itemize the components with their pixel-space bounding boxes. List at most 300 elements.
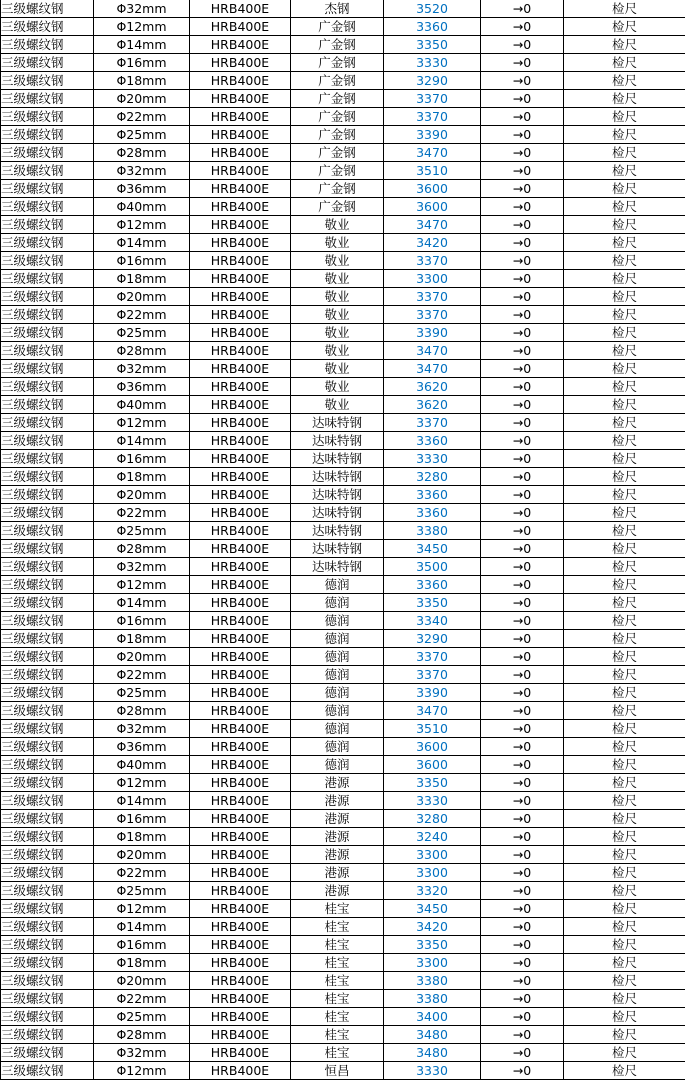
product-name-cell: 三级螺纹钢 (1, 846, 94, 864)
price-change-cell: →0 (481, 378, 564, 396)
price-cell: 3510 (384, 720, 481, 738)
product-name-cell: 三级螺纹钢 (1, 774, 94, 792)
grade-cell: HRB400E (190, 612, 291, 630)
note-cell: 检尺 (564, 198, 685, 216)
table-row (1, 882, 685, 900)
note-cell: 检尺 (564, 342, 685, 360)
grade-cell: HRB400E (190, 270, 291, 288)
note-cell: 检尺 (564, 684, 685, 702)
note-cell: 检尺 (564, 180, 685, 198)
grade-cell: HRB400E (190, 864, 291, 882)
spec-cell: Φ40mm (94, 396, 190, 414)
spec-cell: Φ22mm (94, 504, 190, 522)
product-name-cell: 三级螺纹钢 (1, 0, 94, 18)
price-cell: 3300 (384, 270, 481, 288)
product-name-cell: 三级螺纹钢 (1, 522, 94, 540)
table-row (1, 522, 685, 540)
price-change-cell: →0 (481, 576, 564, 594)
table-row (1, 180, 685, 198)
product-name-cell: 三级螺纹钢 (1, 486, 94, 504)
table-row (1, 612, 685, 630)
mill-cell: 敬业 (291, 396, 384, 414)
spec-cell: Φ25mm (94, 522, 190, 540)
price-change-cell: →0 (481, 144, 564, 162)
spec-cell: Φ12mm (94, 18, 190, 36)
note-cell: 检尺 (564, 882, 685, 900)
note-cell: 检尺 (564, 234, 685, 252)
grade-cell: HRB400E (190, 72, 291, 90)
table-row (1, 774, 685, 792)
note-cell: 检尺 (564, 1044, 685, 1062)
product-name-cell: 三级螺纹钢 (1, 468, 94, 486)
mill-cell: 德润 (291, 738, 384, 756)
mill-cell: 广金钢 (291, 144, 384, 162)
grade-cell: HRB400E (190, 378, 291, 396)
note-cell: 检尺 (564, 414, 685, 432)
table-row (1, 342, 685, 360)
price-change-cell: →0 (481, 1026, 564, 1044)
price-change-cell: →0 (481, 126, 564, 144)
price-change-cell: →0 (481, 828, 564, 846)
mill-cell: 广金钢 (291, 90, 384, 108)
spec-cell: Φ20mm (94, 648, 190, 666)
price-cell: 3520 (384, 0, 481, 18)
product-name-cell: 三级螺纹钢 (1, 18, 94, 36)
note-cell: 检尺 (564, 522, 685, 540)
note-cell: 检尺 (564, 918, 685, 936)
mill-cell: 广金钢 (291, 198, 384, 216)
price-cell: 3330 (384, 54, 481, 72)
note-cell: 检尺 (564, 432, 685, 450)
mill-cell: 敬业 (291, 360, 384, 378)
grade-cell: HRB400E (190, 540, 291, 558)
grade-cell: HRB400E (190, 558, 291, 576)
mill-cell: 桂宝 (291, 1008, 384, 1026)
grade-cell: HRB400E (190, 792, 291, 810)
price-change-cell: →0 (481, 738, 564, 756)
spec-cell: Φ14mm (94, 594, 190, 612)
table-row (1, 90, 685, 108)
price-cell: 3370 (384, 108, 481, 126)
product-name-cell: 三级螺纹钢 (1, 306, 94, 324)
spec-cell: Φ28mm (94, 342, 190, 360)
mill-cell: 达味特钢 (291, 522, 384, 540)
grade-cell: HRB400E (190, 576, 291, 594)
note-cell: 检尺 (564, 666, 685, 684)
table-row (1, 108, 685, 126)
mill-cell: 达味特钢 (291, 432, 384, 450)
product-name-cell: 三级螺纹钢 (1, 702, 94, 720)
price-cell: 3370 (384, 666, 481, 684)
price-cell: 3330 (384, 1062, 481, 1080)
table-row (1, 468, 685, 486)
spec-cell: Φ14mm (94, 432, 190, 450)
grade-cell: HRB400E (190, 1044, 291, 1062)
table-row (1, 324, 685, 342)
product-name-cell: 三级螺纹钢 (1, 576, 94, 594)
table-row (1, 1008, 685, 1026)
price-cell: 3470 (384, 360, 481, 378)
product-name-cell: 三级螺纹钢 (1, 1026, 94, 1044)
note-cell: 检尺 (564, 612, 685, 630)
mill-cell: 杰钢 (291, 0, 384, 18)
price-cell: 3470 (384, 702, 481, 720)
grade-cell: HRB400E (190, 306, 291, 324)
table-row (1, 270, 685, 288)
product-name-cell: 三级螺纹钢 (1, 954, 94, 972)
grade-cell: HRB400E (190, 18, 291, 36)
price-change-cell: →0 (481, 306, 564, 324)
price-cell: 3290 (384, 630, 481, 648)
price-cell: 3240 (384, 828, 481, 846)
note-cell: 检尺 (564, 72, 685, 90)
spec-cell: Φ32mm (94, 558, 190, 576)
spec-cell: Φ16mm (94, 936, 190, 954)
grade-cell: HRB400E (190, 630, 291, 648)
note-cell: 检尺 (564, 540, 685, 558)
spec-cell: Φ18mm (94, 828, 190, 846)
spec-cell: Φ20mm (94, 90, 190, 108)
product-name-cell: 三级螺纹钢 (1, 1008, 94, 1026)
grade-cell: HRB400E (190, 54, 291, 72)
product-name-cell: 三级螺纹钢 (1, 594, 94, 612)
product-name-cell: 三级螺纹钢 (1, 792, 94, 810)
price-change-cell: →0 (481, 342, 564, 360)
price-change-cell: →0 (481, 0, 564, 18)
price-cell: 3450 (384, 540, 481, 558)
price-cell: 3360 (384, 486, 481, 504)
table-row (1, 828, 685, 846)
product-name-cell: 三级螺纹钢 (1, 216, 94, 234)
note-cell: 检尺 (564, 306, 685, 324)
note-cell: 检尺 (564, 972, 685, 990)
mill-cell: 德润 (291, 756, 384, 774)
table-row (1, 414, 685, 432)
price-change-cell: →0 (481, 1044, 564, 1062)
price-change-cell: →0 (481, 666, 564, 684)
price-cell: 3480 (384, 1026, 481, 1044)
mill-cell: 恒昌 (291, 1062, 384, 1080)
product-name-cell: 三级螺纹钢 (1, 414, 94, 432)
price-change-cell: →0 (481, 846, 564, 864)
price-cell: 3390 (384, 684, 481, 702)
product-name-cell: 三级螺纹钢 (1, 396, 94, 414)
mill-cell: 桂宝 (291, 972, 384, 990)
note-cell: 检尺 (564, 756, 685, 774)
spec-cell: Φ14mm (94, 792, 190, 810)
table-row (1, 990, 685, 1008)
spec-cell: Φ14mm (94, 234, 190, 252)
price-cell: 3600 (384, 756, 481, 774)
price-change-cell: →0 (481, 756, 564, 774)
table-row (1, 702, 685, 720)
grade-cell: HRB400E (190, 468, 291, 486)
mill-cell: 广金钢 (291, 108, 384, 126)
spec-cell: Φ18mm (94, 630, 190, 648)
product-name-cell: 三级螺纹钢 (1, 288, 94, 306)
mill-cell: 广金钢 (291, 162, 384, 180)
grade-cell: HRB400E (190, 846, 291, 864)
mill-cell: 敬业 (291, 216, 384, 234)
price-cell: 3370 (384, 648, 481, 666)
note-cell: 检尺 (564, 936, 685, 954)
note-cell: 检尺 (564, 360, 685, 378)
table-row (1, 900, 685, 918)
spec-cell: Φ12mm (94, 414, 190, 432)
table-row (1, 306, 685, 324)
grade-cell: HRB400E (190, 432, 291, 450)
note-cell: 检尺 (564, 846, 685, 864)
price-cell: 3360 (384, 432, 481, 450)
price-cell: 3470 (384, 144, 481, 162)
product-name-cell: 三级螺纹钢 (1, 684, 94, 702)
product-name-cell: 三级螺纹钢 (1, 504, 94, 522)
product-name-cell: 三级螺纹钢 (1, 180, 94, 198)
table-row (1, 954, 685, 972)
product-name-cell: 三级螺纹钢 (1, 378, 94, 396)
note-cell: 检尺 (564, 810, 685, 828)
price-change-cell: →0 (481, 432, 564, 450)
price-change-cell: →0 (481, 108, 564, 126)
price-cell: 3290 (384, 72, 481, 90)
spec-cell: Φ28mm (94, 540, 190, 558)
price-cell: 3370 (384, 288, 481, 306)
spec-cell: Φ20mm (94, 288, 190, 306)
product-name-cell: 三级螺纹钢 (1, 612, 94, 630)
price-cell: 3470 (384, 342, 481, 360)
grade-cell: HRB400E (190, 990, 291, 1008)
spec-cell: Φ18mm (94, 72, 190, 90)
price-cell: 3500 (384, 558, 481, 576)
mill-cell: 桂宝 (291, 954, 384, 972)
mill-cell: 广金钢 (291, 54, 384, 72)
price-cell: 3350 (384, 594, 481, 612)
price-change-cell: →0 (481, 900, 564, 918)
mill-cell: 广金钢 (291, 126, 384, 144)
product-name-cell: 三级螺纹钢 (1, 108, 94, 126)
price-change-cell: →0 (481, 414, 564, 432)
spec-cell: Φ32mm (94, 0, 190, 18)
product-name-cell: 三级螺纹钢 (1, 198, 94, 216)
spec-cell: Φ40mm (94, 198, 190, 216)
note-cell: 检尺 (564, 396, 685, 414)
note-cell: 检尺 (564, 900, 685, 918)
table-row (1, 810, 685, 828)
table-row (1, 594, 685, 612)
table-body (1, 0, 685, 1080)
price-cell: 3450 (384, 900, 481, 918)
grade-cell: HRB400E (190, 882, 291, 900)
price-cell: 3330 (384, 792, 481, 810)
price-change-cell: →0 (481, 558, 564, 576)
grade-cell: HRB400E (190, 936, 291, 954)
spec-cell: Φ25mm (94, 882, 190, 900)
price-cell: 3370 (384, 90, 481, 108)
price-cell: 3360 (384, 18, 481, 36)
price-change-cell: →0 (481, 216, 564, 234)
mill-cell: 敬业 (291, 270, 384, 288)
grade-cell: HRB400E (190, 360, 291, 378)
price-change-cell: →0 (481, 198, 564, 216)
note-cell: 检尺 (564, 504, 685, 522)
spec-cell: Φ22mm (94, 990, 190, 1008)
price-cell: 3360 (384, 504, 481, 522)
price-cell: 3420 (384, 234, 481, 252)
price-cell: 3600 (384, 198, 481, 216)
product-name-cell: 三级螺纹钢 (1, 432, 94, 450)
product-name-cell: 三级螺纹钢 (1, 972, 94, 990)
price-change-cell: →0 (481, 522, 564, 540)
spec-cell: Φ18mm (94, 270, 190, 288)
table-row (1, 0, 685, 18)
spec-cell: Φ20mm (94, 972, 190, 990)
product-name-cell: 三级螺纹钢 (1, 126, 94, 144)
price-change-cell: →0 (481, 918, 564, 936)
price-change-cell: →0 (481, 972, 564, 990)
price-change-cell: →0 (481, 18, 564, 36)
note-cell: 检尺 (564, 486, 685, 504)
price-change-cell: →0 (481, 648, 564, 666)
note-cell: 检尺 (564, 630, 685, 648)
note-cell: 检尺 (564, 990, 685, 1008)
price-change-cell: →0 (481, 486, 564, 504)
grade-cell: HRB400E (190, 774, 291, 792)
mill-cell: 敬业 (291, 306, 384, 324)
table-row (1, 540, 685, 558)
mill-cell: 港源 (291, 828, 384, 846)
note-cell: 检尺 (564, 288, 685, 306)
mill-cell: 达味特钢 (291, 558, 384, 576)
note-cell: 检尺 (564, 702, 685, 720)
mill-cell: 广金钢 (291, 72, 384, 90)
mill-cell: 港源 (291, 846, 384, 864)
mill-cell: 广金钢 (291, 180, 384, 198)
price-cell: 3510 (384, 162, 481, 180)
spec-cell: Φ20mm (94, 846, 190, 864)
table-row (1, 162, 685, 180)
table-row (1, 576, 685, 594)
mill-cell: 广金钢 (291, 18, 384, 36)
spec-cell: Φ12mm (94, 774, 190, 792)
price-change-cell: →0 (481, 630, 564, 648)
spec-cell: Φ28mm (94, 1026, 190, 1044)
price-change-cell: →0 (481, 234, 564, 252)
note-cell: 检尺 (564, 864, 685, 882)
note-cell: 检尺 (564, 828, 685, 846)
spec-cell: Φ12mm (94, 576, 190, 594)
spec-cell: Φ22mm (94, 666, 190, 684)
spec-cell: Φ22mm (94, 864, 190, 882)
grade-cell: HRB400E (190, 162, 291, 180)
spec-cell: Φ16mm (94, 54, 190, 72)
price-change-cell: →0 (481, 360, 564, 378)
grade-cell: HRB400E (190, 594, 291, 612)
table-row (1, 846, 685, 864)
mill-cell: 达味特钢 (291, 450, 384, 468)
grade-cell: HRB400E (190, 486, 291, 504)
note-cell: 检尺 (564, 144, 685, 162)
note-cell: 检尺 (564, 1008, 685, 1026)
price-cell: 3370 (384, 306, 481, 324)
grade-cell: HRB400E (190, 234, 291, 252)
table-row (1, 432, 685, 450)
product-name-cell: 三级螺纹钢 (1, 864, 94, 882)
spec-cell: Φ36mm (94, 738, 190, 756)
table-row (1, 396, 685, 414)
grade-cell: HRB400E (190, 342, 291, 360)
spec-cell: Φ25mm (94, 684, 190, 702)
spec-cell: Φ14mm (94, 36, 190, 54)
mill-cell: 敬业 (291, 234, 384, 252)
mill-cell: 敬业 (291, 378, 384, 396)
table-row (1, 666, 685, 684)
note-cell: 检尺 (564, 576, 685, 594)
note-cell: 检尺 (564, 774, 685, 792)
table-row (1, 864, 685, 882)
note-cell: 检尺 (564, 1062, 685, 1080)
price-cell: 3380 (384, 990, 481, 1008)
grade-cell: HRB400E (190, 216, 291, 234)
grade-cell: HRB400E (190, 684, 291, 702)
product-name-cell: 三级螺纹钢 (1, 1044, 94, 1062)
spec-cell: Φ16mm (94, 612, 190, 630)
price-change-cell: →0 (481, 72, 564, 90)
table-row (1, 936, 685, 954)
grade-cell: HRB400E (190, 180, 291, 198)
mill-cell: 敬业 (291, 288, 384, 306)
note-cell: 检尺 (564, 252, 685, 270)
spec-cell: Φ22mm (94, 108, 190, 126)
grade-cell: HRB400E (190, 144, 291, 162)
product-name-cell: 三级螺纹钢 (1, 144, 94, 162)
product-name-cell: 三级螺纹钢 (1, 828, 94, 846)
price-change-cell: →0 (481, 774, 564, 792)
price-change-cell: →0 (481, 36, 564, 54)
price-change-cell: →0 (481, 450, 564, 468)
price-cell: 3370 (384, 414, 481, 432)
price-change-cell: →0 (481, 504, 564, 522)
grade-cell: HRB400E (190, 414, 291, 432)
price-cell: 3300 (384, 864, 481, 882)
table-row (1, 1044, 685, 1062)
grade-cell: HRB400E (190, 252, 291, 270)
spec-cell: Φ32mm (94, 1044, 190, 1062)
table-row (1, 684, 685, 702)
price-change-cell: →0 (481, 990, 564, 1008)
grade-cell: HRB400E (190, 504, 291, 522)
grade-cell: HRB400E (190, 666, 291, 684)
price-cell: 3350 (384, 936, 481, 954)
grade-cell: HRB400E (190, 648, 291, 666)
product-name-cell: 三级螺纹钢 (1, 162, 94, 180)
price-change-cell: →0 (481, 792, 564, 810)
price-cell: 3620 (384, 378, 481, 396)
mill-cell: 港源 (291, 882, 384, 900)
spec-cell: Φ12mm (94, 900, 190, 918)
price-cell: 3600 (384, 180, 481, 198)
table-row (1, 792, 685, 810)
mill-cell: 德润 (291, 666, 384, 684)
product-name-cell: 三级螺纹钢 (1, 270, 94, 288)
price-cell: 3300 (384, 954, 481, 972)
table-row (1, 234, 685, 252)
price-cell: 3380 (384, 972, 481, 990)
table-row (1, 972, 685, 990)
product-name-cell: 三级螺纹钢 (1, 1062, 94, 1080)
table-row (1, 288, 685, 306)
note-cell: 检尺 (564, 108, 685, 126)
table-row (1, 252, 685, 270)
